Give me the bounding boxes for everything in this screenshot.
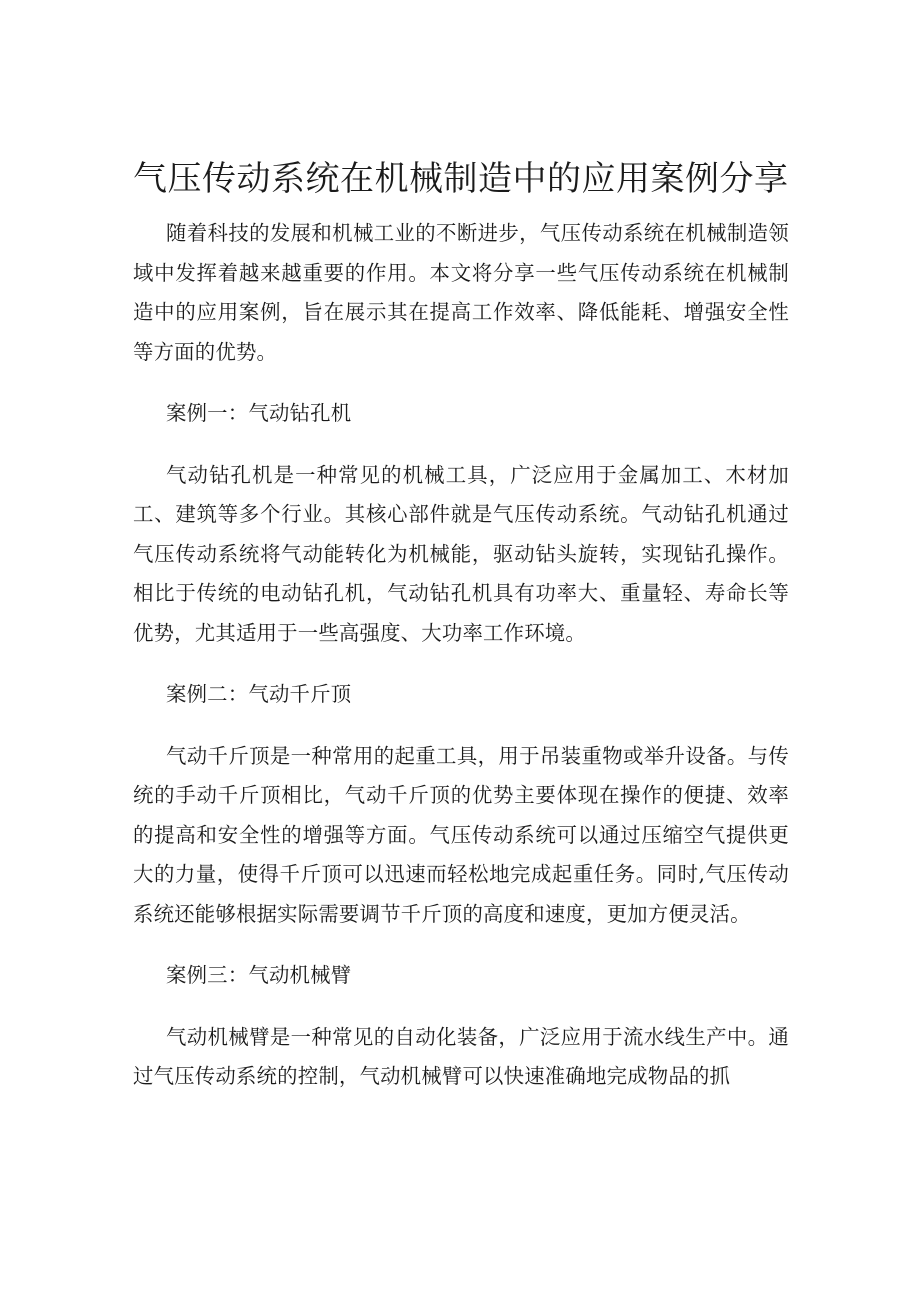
case-1-body: 气动钻孔机是一种常见的机械工具，广泛应用于金属加工、木材加工、建筑等多个行业。其核心部件就是气压传动系统。气动钻孔机通过气压传动系统将气动能转化为机械能，驱动钻头旋转，实现钻孔操作。相比于传统的电动钻孔机，气动钻孔机具有功率大、重量轻、寿命长等优势，尤其适用于一些高强度、大功率工作环境。 [133,462,789,645]
document-body [133,214,789,1119]
document-title: 气压传动系统在机械制造中的应用案例分享 [133,159,789,199]
case-2-body: 气动千斤顶是一种常用的起重工具，用于吊装重物或举升设备。与传统的手动千斤顶相比，气动千斤顶的优势主要体现在操作的便捷、效率的提高和安全性的增强等方面。气压传动系统可以通过压缩空气提供更大的力量，使得千斤顶可以迅速而轻松地完成起重任务。同时,气压传动系统还能够根据实际需要调节千斤顶的高度和速度，更加方便灵活。 [133,743,789,926]
case-3-body: 气动机械臂是一种常见的自动化装备，广泛应用于流水线生产中。通过气压传动系统的控制，气动机械臂可以快速准确地完成物品的抓 [133,1024,789,1088]
case-2-heading: 案例二：气动千斤顶 [166,682,352,706]
intro-paragraph: 随着科技的发展和机械工业的不断进步，气压传动系统在机械制造领域中发挥着越来越重要的作用。本文将分享一些气压传动系统在机械制造中的应用案例，旨在展示其在提高工作效率、降低能耗、增强安全性等方面的优势。 [133,221,789,364]
case-1-heading: 案例一：气动钻孔机 [166,401,352,425]
case-3-heading: 案例三：气动机械臂 [166,963,352,987]
